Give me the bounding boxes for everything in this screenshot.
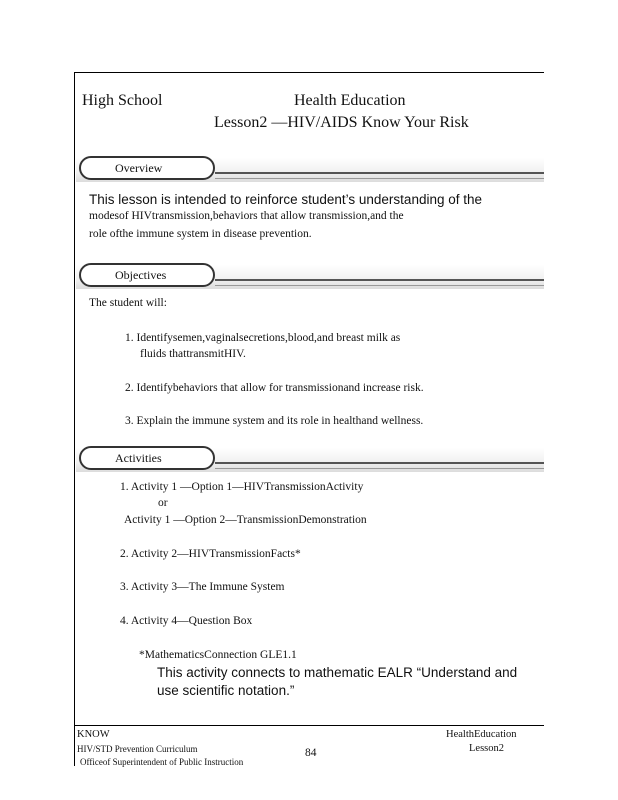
overview-line-3: role ofthe immune system in disease prevention. xyxy=(89,228,312,240)
page-frame-top xyxy=(74,72,544,73)
section-bar-objectives xyxy=(76,263,544,291)
activity-1-or: or xyxy=(158,497,168,509)
section-label-overview: Overview xyxy=(79,156,215,180)
footer-lesson: Lesson2 xyxy=(469,743,504,754)
objective-1-line-1: 1. Identifysemen,vaginalsecretions,blood,and breast milk as xyxy=(125,332,401,344)
objective-1-line-2: fluids thattransmitHIV. xyxy=(140,348,246,360)
page-frame-left xyxy=(74,72,75,766)
objective-3: 3. Explain the immune system and its role in healthand wellness. xyxy=(125,415,424,427)
header-school: High School xyxy=(82,92,163,109)
header-subject: Health Education xyxy=(294,92,406,109)
lesson-title: Lesson2 —HIV/AIDS Know Your Risk xyxy=(214,114,469,131)
activity-1-option-2: Activity 1 —Option 2—TransmissionDemonstration xyxy=(124,514,367,526)
math-note-line-1: This activity connects to mathematic EALR “Understand and xyxy=(157,665,518,680)
overview-line-1: This lesson is intended to reinforce student’s understanding of the xyxy=(89,192,482,207)
objective-2: 2. Identifybehaviors that allow for transmissionand increase risk. xyxy=(125,382,424,394)
section-label-objectives: Objectives xyxy=(79,263,215,287)
overview-line-2: modesof HIVtransmission,behaviors that allow transmission,and the xyxy=(89,210,404,222)
footer-office: Officeof Superintendent of Public Instruction xyxy=(80,757,244,767)
footer-curriculum: HIV/STD Prevention Curriculum xyxy=(77,744,198,754)
activity-1-option-1: 1. Activity 1 —Option 1—HIVTransmissionActivity xyxy=(120,481,364,493)
activity-4: 4. Activity 4—Question Box xyxy=(120,615,253,627)
math-note-line-2: use scientific notation.” xyxy=(157,683,295,698)
section-bar-activities xyxy=(76,446,544,474)
math-connection: *MathematicsConnection GLE1.1 xyxy=(139,649,297,661)
activity-3: 3. Activity 3—The Immune System xyxy=(120,581,285,593)
page-frame-bottom xyxy=(74,725,544,726)
objectives-intro: The student will: xyxy=(89,297,167,309)
section-bar-overview xyxy=(76,156,544,184)
page-number: 84 xyxy=(305,747,317,759)
footer-know: KNOW xyxy=(77,729,110,740)
section-label-activities: Activities xyxy=(79,446,215,470)
footer-health-education: HealthEducation xyxy=(446,729,517,740)
activity-2: 2. Activity 2—HIVTransmissionFacts* xyxy=(120,548,301,560)
